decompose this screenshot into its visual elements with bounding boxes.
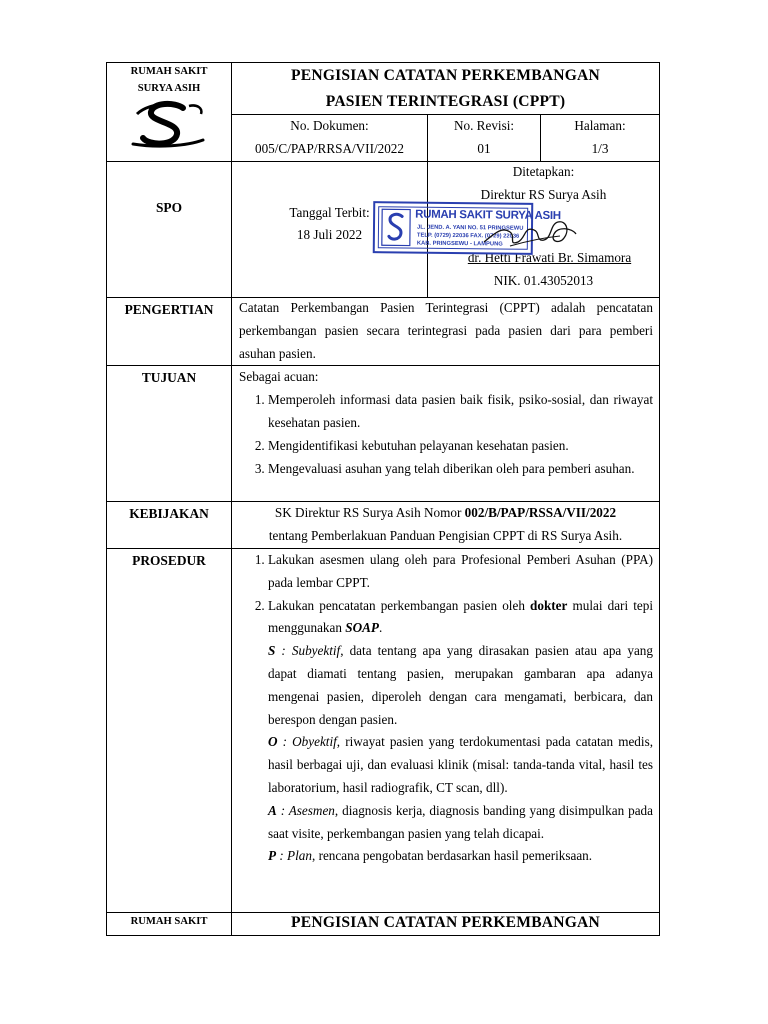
soap-o: O : Obyektif, riwayat pasien yang terdokumentasi pada catatan medis, hasil berbagai uji, dan evaluasi klinik (misal: tanda-tanda vital, hasil tes laboratorium, hasil radiografik, CT scan, dll). — [268, 734, 653, 795]
director-signature — [480, 212, 580, 256]
approval-by: Direktur RS Surya Asih — [480, 187, 607, 202]
doc-number-cell — [232, 115, 428, 162]
hospital-name-line2: SURYA ASIH — [137, 83, 201, 94]
stamp-region: KAB. PRINGSEWU - LAMPUNG — [416, 240, 503, 248]
kebijakan-number: 002/B/PAP/RSSA/VII/2022 — [464, 505, 617, 521]
revision-cell — [428, 115, 541, 162]
soap-s: S : Subyektif, data tentang apa yang dirasakan pasien atau apa yang dapat diamati tentang pasien, merupakan gambaran apa adanya mengenai pasien, diperoleh dengan cara mengamati, berbicara, dan berespon dengan pasien. — [268, 643, 653, 727]
revision-value: 01 — [477, 140, 491, 156]
list-item: 2. Lakukan pencatatan perkembangan pasien oleh dokter mulai dari tepi menggunakan SOAP. S : Subyektif, data tentang apa yang dirasakan pasien atau apa yang dapat diamati tentang pasien, merupakan gambaran apa adanya mengenai pasien, diperoleh dengan cara mengamati, berbicara, dan berespon dengan pasien. O : Obyektif, riwayat pasien yang terdokumentasi pada catatan medis, hasil berbagai uji, dan evaluasi klinik (misal: tanda-tanda vital, hasil tes laboratorium, hasil radiografik, CT scan, dll). A : Asesmen, diagnosis kerja, diagnosis banding yang disimpulkan pada saat visite, perkembangan pasien yang telah dicapai. P : Plan, rencana pengobatan berdasarkan hasil pemeriksaan. — [268, 595, 653, 869]
document-title-line2: PASIEN TERINTEGRASI (CPPT) — [325, 92, 566, 110]
kebijakan-post: tentang Pemberlakuan Panduan Pengisian CPPT di RS Surya Asih. — [268, 528, 623, 544]
soap-a: A : Asesmen, diagnosis kerja, diagnosis banding yang disimpulkan pada saat visite, perkembangan pasien yang telah dicapai. — [268, 802, 654, 841]
spo-document-table — [106, 62, 660, 936]
prosedur-list — [239, 549, 653, 868]
kebijakan-cell — [232, 502, 660, 549]
stamp-phone: TELP. (0729) 22036 FAX. (0729) 22036 — [416, 232, 520, 240]
pengertian-content: Catatan Perkembangan Pasien Terintegrasi (CPPT) adalah pencatatan perkembangan pasien secara terintegrasi pada pasien dari para pemberi asuhan pasien. — [239, 300, 653, 361]
pengertian-text — [232, 298, 660, 366]
stamp-logo-icon — [381, 208, 411, 246]
kebijakan-pre: SK Direktur RS Surya Asih Nomor — [274, 505, 465, 521]
doc-number-value: 005/C/PAP/RRSA/VII/2022 — [254, 140, 404, 156]
prosedur-cell — [232, 548, 660, 912]
stamp-name: RUMAH SAKIT SURYA ASIH — [415, 208, 561, 223]
pengertian-label: PENGERTIAN — [107, 298, 232, 366]
document-title-cell — [232, 63, 660, 115]
tujuan-label: TUJUAN — [107, 366, 232, 502]
soap-p: P : Plan, rencana pengobatan berdasarkan hasil pemeriksaan. — [268, 848, 593, 864]
tujuan-list — [239, 389, 653, 480]
tujuan-cell — [232, 366, 660, 502]
footer-title: PENGISIAN CATATAN PERKEMBANGAN — [232, 912, 660, 935]
director-name: dr. Hetti Frawati Br. Simamora — [467, 250, 632, 265]
kebijakan-label: KEBIJAKAN — [107, 502, 232, 549]
list-item: 1. Memperoleh informasi data pasien baik fisik, psiko-sosial, dan riwayat kesehatan pasien. — [268, 389, 653, 435]
spo-label-cell — [107, 162, 232, 298]
revision-label: No. Revisi: — [453, 118, 515, 133]
footer-hospital: RUMAH SAKIT — [107, 912, 232, 935]
prosedur-label: PROSEDUR — [107, 548, 232, 912]
hospital-header-cell — [107, 63, 232, 162]
hospital-logo — [127, 100, 211, 152]
director-nik: NIK. 01.43052013 — [493, 273, 594, 288]
list-item: 1. Lakukan asesmen ulang oleh para Profesional Pemberi Asuhan (PPA) pada lembar CPPT. — [268, 549, 653, 595]
spo-label: SPO — [155, 199, 183, 215]
stamp-address: JL. JEND. A. YANI NO. 51 PRINGSEWU — [416, 224, 524, 232]
issue-date-value: 18 Juli 2022 — [296, 227, 363, 242]
doc-number-label: No. Dokumen: — [290, 118, 369, 133]
hospital-name-line1: RUMAH SAKIT — [130, 66, 208, 77]
list-item: 3. Mengevaluasi asuhan yang telah diberikan oleh para pemberi asuhan. — [268, 458, 653, 481]
page-value: 1/3 — [591, 140, 609, 156]
issue-date-label: Tanggal Terbit: — [289, 205, 370, 220]
document-title-line1: PENGISIAN CATATAN PERKEMBANGAN — [291, 67, 600, 84]
approval-label: Ditetapkan: — [512, 164, 575, 179]
page-label: Halaman: — [574, 118, 626, 133]
page-cell — [541, 115, 660, 162]
tujuan-intro: Sebagai acuan: — [239, 369, 319, 385]
list-item: 2. Mengidentifikasi kebutuhan pelayanan kesehatan pasien. — [268, 435, 653, 458]
